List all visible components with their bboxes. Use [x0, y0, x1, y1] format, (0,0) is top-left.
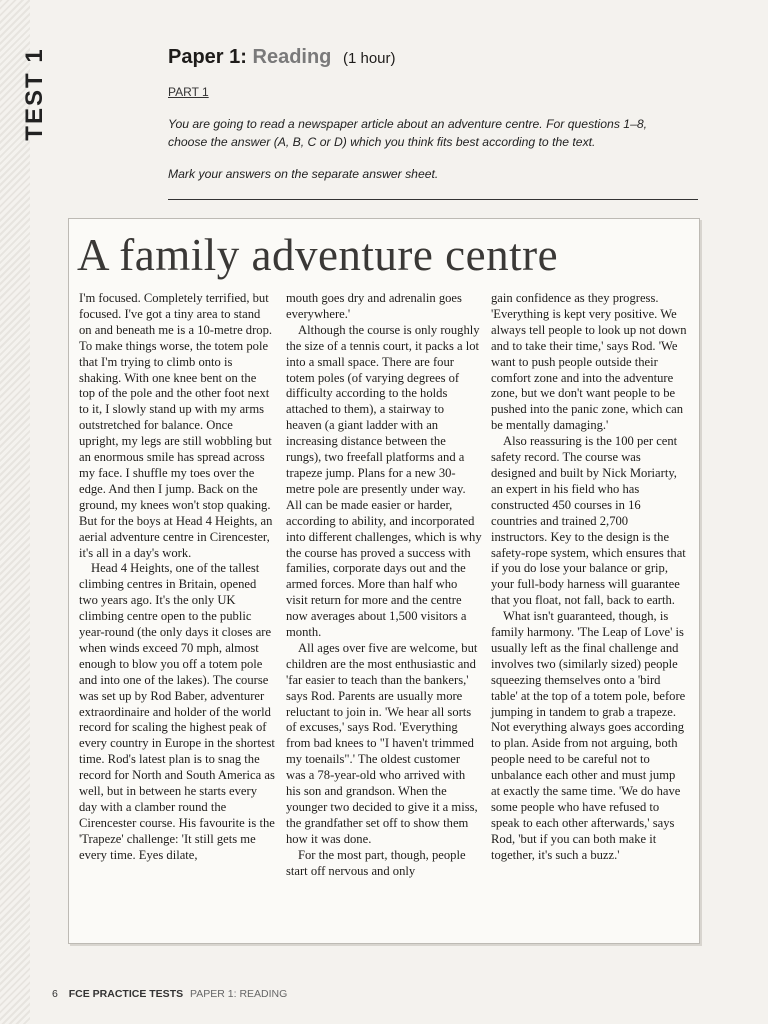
page-footer: [52, 988, 287, 1000]
article-title: A family adventure centre: [77, 230, 559, 280]
article-column-1: [79, 291, 275, 864]
page-number: 6: [52, 988, 58, 1000]
paragraph: For the most part, though, people start off nervous and only: [286, 847, 466, 878]
article-column-2: [286, 291, 482, 880]
duration: (1 hour): [342, 50, 396, 67]
paragraph: What isn't guaranteed, though, is family harmony. 'The Leap of Love' is usually left as the final challenge and involves two (similarly sized) people squeezing themselves onto a 'bird table' at the top of a totem pole, before jumping in tandem to grab a trapeze. Not everything always goes according to plan. Aside from not arguing, both people need to be careful not to unbalance each other and must jump at exactly the same time. 'We do have some people who have refused to speak to each other afterwards,' says Rod, 'but if you can both make it together, it's such a buzz.': [491, 609, 686, 862]
paper-number: Paper 1:: [168, 46, 247, 68]
page-title: [168, 46, 708, 69]
paragraph: Although the course is only roughly the size of a tennis court, it packs a lot into a small space. There are four totem poles (of varying degrees of difficulty according to the holds attached to them), a stairway to heaven (a giant ladder with an increasing distance between the rungs), two freefall platforms and a trapeze jump. Plans for a new 30-metre pole are presently under way. All can be made easier or harder, according to ability, and incorporated into different challenges, which is why the course has proved a success with families, corporate days out and the armed forces. More than half who visit return for more and the centre now averages about 1,500 visitors a month.: [286, 322, 482, 640]
paragraph: All ages over five are welcome, but children are the most enthusiastic and 'far easier to teach than the bankers,' says Rod. Parents are usually more reluctant to join in. 'We hear all sorts of excuses,' says Rod. 'Everything from bad knees to "I haven't trimmed my toenails".' The oldest customer was a 78-year-old who arrived with his son and grandson. When the younger two decided to give it a miss, the grandfather set off to show them how it was done.: [286, 640, 478, 846]
series-name: FCE PRACTICE TESTS: [68, 988, 184, 1000]
test-side-label: TEST 1: [21, 47, 48, 141]
paragraph: mouth goes dry and adrenalin goes everywhere.': [286, 291, 462, 321]
mark-note: Mark your answers on the separate answer sheet.: [168, 167, 439, 181]
paragraph: Also reassuring is the 100 per cent safety record. The course was designed and built by Nick Moriarty, an expert in his field who has constructed 450 courses in 16 countries and trained 2,700 instructors. Key to the design is the safety-rope system, which ensures that if you do lose your balance or grip, your full-body harness will guarantee that you float, not fall, back to earth.: [491, 434, 686, 608]
article-box: [68, 218, 700, 944]
side-strip: [0, 0, 30, 1024]
paper-reference: PAPER 1: READING: [190, 988, 288, 1000]
part-label: PART 1: [168, 85, 209, 99]
paragraph: Head 4 Heights, one of the tallest climbing centres in Britain, opened two years ago. It's the only UK climbing centre open to the public year-round (the only days it closes are when winds exceed 70 mph, almost enough to blow you off a totem pole and into one of the lakes). The course was set up by Rod Baber, adventurer extraordinaire and holder of the world record for scaling the highest peak of every country in Europe in the shortest time. Rod's latest plan is to snag the record for North and South America as well, but in between he starts every day with a clamber round the Cirencester course. His favourite is the 'Trapeze' challenge: 'It still gets me every time. Eyes dilate,: [79, 561, 275, 862]
instructions: You are going to read a newspaper article about an adventure centre. For questions 1–8, choose the answer (A, B, C or D) which you think fits best according to the text.: [168, 117, 648, 149]
header-divider: [168, 199, 698, 200]
paragraph: I'm focused. Completely terrified, but focused. I've got a tiny area to stand on and beneath me is a 10-metre drop. To make things worse, the totem pole that I'm trying to climb onto is shaking. With one knee bent on the top of the pole and the other foot next to it, I slowly stand up with my arms outstretched for balance. Once upright, my legs are still wobbling but an enormous smile has spread across my face. I shuffle my toes over the edge. And then I jump. Back on the ground, my knees won't stop quaking. But for the boys at Head 4 Heights, an aerial adventure centre in Cirencester, it's all in a day's work.: [79, 291, 273, 560]
article-column-3: [491, 291, 687, 864]
section-name: Reading: [252, 46, 332, 68]
page-header: [168, 46, 708, 181]
paragraph: gain confidence as they progress. 'Everything is kept very positive. We always tell people to look up not down and to take their time,' says Rod. 'We want to push people outside their comfort zone and into the adventure zone, but we don't want people to be pushed into the panic zone, which can be mentally damaging.': [491, 291, 687, 433]
